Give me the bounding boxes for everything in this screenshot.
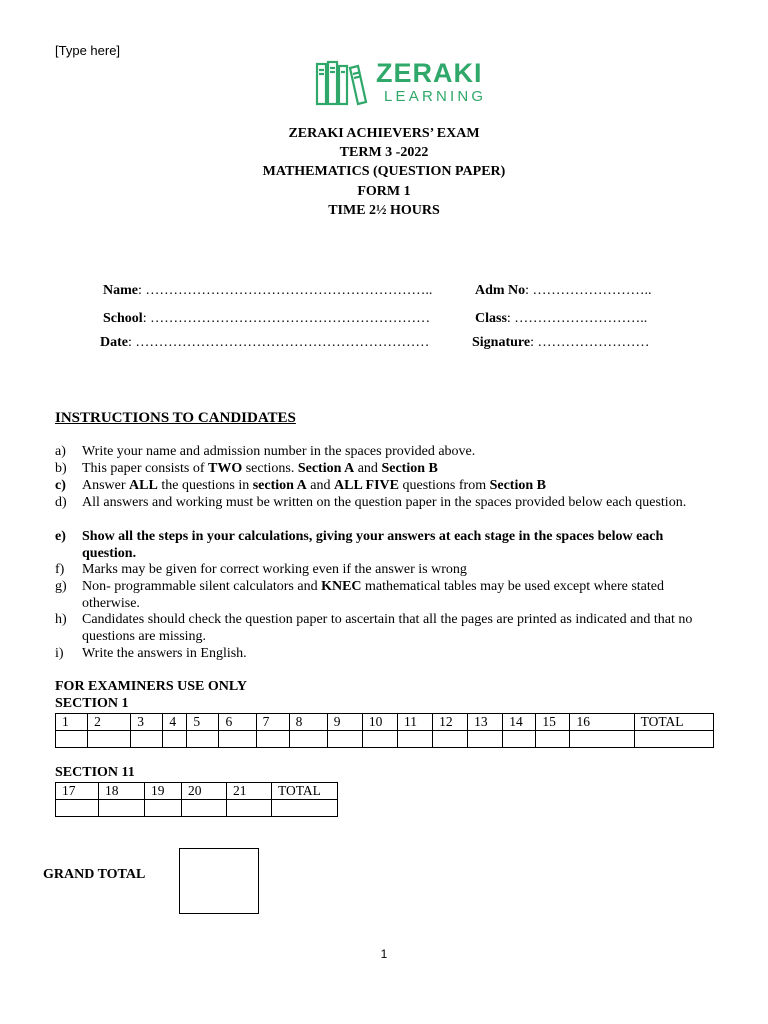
score-header-cell: TOTAL xyxy=(272,783,338,800)
score-entry-cell[interactable] xyxy=(468,731,503,748)
instruction-text: All answers and working must be written on the question paper in the spaces provided below each question. xyxy=(82,495,687,510)
class-label: Class xyxy=(475,311,507,326)
score-entry-cell[interactable] xyxy=(56,731,88,748)
header-note: [Type here] xyxy=(55,43,121,58)
score-entry-cell[interactable] xyxy=(256,731,289,748)
school-field[interactable] xyxy=(103,309,430,327)
examiners-heading: FOR EXAMINERS USE ONLY xyxy=(55,679,248,694)
score-entry-cell[interactable] xyxy=(397,731,432,748)
section1-score-table xyxy=(55,713,714,748)
grand-total-label: GRAND TOTAL xyxy=(43,867,146,882)
name-label: Name xyxy=(103,283,138,298)
section1-heading: SECTION 1 xyxy=(55,696,129,711)
adm-no-dots: : …………………….. xyxy=(525,283,652,298)
score-header-cell: 13 xyxy=(468,714,503,731)
instruction-a xyxy=(55,444,715,461)
page-number: 1 xyxy=(380,947,388,961)
instruction-i xyxy=(55,646,715,663)
instruction-h xyxy=(55,612,715,646)
instruction-text: This paper consists of TWO sections. Section A and Section B xyxy=(82,461,438,476)
score-header-cell: 11 xyxy=(397,714,432,731)
date-dots: : ……………………………………………………… xyxy=(128,335,430,350)
exam-term: TERM 3 -2022 xyxy=(339,145,429,160)
score-header-cell: 1 xyxy=(56,714,88,731)
score-entry-cell[interactable] xyxy=(131,731,163,748)
instruction-b xyxy=(55,461,715,478)
instruction-marker: d) xyxy=(55,495,67,510)
instruction-c xyxy=(55,478,715,495)
section2-header-row xyxy=(56,783,338,800)
exam-title: ZERAKI ACHIEVERS’ EXAM xyxy=(288,126,480,141)
score-entry-cell[interactable] xyxy=(570,731,634,748)
score-header-cell: 3 xyxy=(131,714,163,731)
score-entry-cell[interactable] xyxy=(187,731,219,748)
instruction-text: Non- programmable silent calculators and KNEC mathematical tables may be used except where stated otherwise. xyxy=(82,579,664,611)
score-header-cell: TOTAL xyxy=(634,714,713,731)
score-entry-cell[interactable] xyxy=(99,800,145,817)
instruction-marker: h) xyxy=(55,612,67,627)
score-header-cell: 15 xyxy=(536,714,570,731)
class-dots: : ……………………….. xyxy=(506,311,648,326)
adm-no-label: Adm No xyxy=(475,283,526,298)
score-entry-cell[interactable] xyxy=(634,731,713,748)
grand-total-box[interactable] xyxy=(179,848,259,914)
section2-score-row xyxy=(56,800,338,817)
exam-time: TIME 2½ HOURS xyxy=(328,203,440,218)
signature-dots: : …………………… xyxy=(530,335,650,350)
score-entry-cell[interactable] xyxy=(219,731,256,748)
instruction-text: Write the answers in English. xyxy=(82,646,247,661)
score-header-cell: 10 xyxy=(362,714,397,731)
score-entry-cell[interactable] xyxy=(163,731,187,748)
score-entry-cell[interactable] xyxy=(88,731,131,748)
instruction-marker: a) xyxy=(55,444,66,459)
score-entry-cell[interactable] xyxy=(227,800,272,817)
instruction-text: Write your name and admission number in the spaces provided above. xyxy=(82,444,476,459)
date-label: Date xyxy=(100,335,128,350)
score-header-cell: 5 xyxy=(187,714,219,731)
score-entry-cell[interactable] xyxy=(536,731,570,748)
date-field[interactable] xyxy=(100,333,429,351)
score-entry-cell[interactable] xyxy=(272,800,338,817)
instruction-marker: f) xyxy=(55,562,65,577)
instruction-text: Candidates should check the question paper to ascertain that all the pages are printed as indicated and that no questions are missing. xyxy=(82,612,693,644)
score-header-cell: 17 xyxy=(56,783,99,800)
adm-no-field[interactable] xyxy=(475,281,652,299)
score-header-cell: 12 xyxy=(433,714,468,731)
score-header-cell: 16 xyxy=(570,714,634,731)
score-header-cell: 8 xyxy=(289,714,327,731)
instruction-text: Show all the steps in your calculations, giving your answers at each stage in the spaces below each question. xyxy=(82,529,664,561)
score-header-cell: 19 xyxy=(145,783,182,800)
score-header-cell: 6 xyxy=(219,714,256,731)
score-header-cell: 2 xyxy=(88,714,131,731)
instruction-marker: e) xyxy=(55,529,66,544)
score-entry-cell[interactable] xyxy=(503,731,536,748)
score-entry-cell[interactable] xyxy=(433,731,468,748)
instruction-g xyxy=(55,579,715,613)
score-entry-cell[interactable] xyxy=(327,731,362,748)
score-header-cell: 7 xyxy=(256,714,289,731)
score-header-cell: 20 xyxy=(182,783,227,800)
school-label: School xyxy=(103,311,143,326)
instruction-marker: i) xyxy=(55,646,64,661)
score-header-cell: 21 xyxy=(227,783,272,800)
instruction-text: Answer ALL the questions in section A and ALL FIVE questions from Section B xyxy=(82,478,546,493)
instruction-d xyxy=(55,495,715,512)
score-header-cell: 14 xyxy=(503,714,536,731)
score-entry-cell[interactable] xyxy=(362,731,397,748)
signature-field[interactable] xyxy=(472,333,649,351)
exam-form: FORM 1 xyxy=(357,184,411,199)
signature-label: Signature xyxy=(472,335,531,350)
class-field[interactable] xyxy=(475,309,647,327)
section1-header-row xyxy=(56,714,714,731)
name-field[interactable] xyxy=(103,281,432,299)
school-dots: : …………………………………………………… xyxy=(142,311,431,326)
score-entry-cell[interactable] xyxy=(145,800,182,817)
score-entry-cell[interactable] xyxy=(182,800,227,817)
instruction-f xyxy=(55,562,715,579)
section2-heading: SECTION 11 xyxy=(55,765,135,780)
section2-score-table xyxy=(55,782,338,817)
score-header-cell: 9 xyxy=(327,714,362,731)
score-header-cell: 18 xyxy=(99,783,145,800)
score-entry-cell[interactable] xyxy=(289,731,327,748)
logo-wordmark: ZERAKI xyxy=(376,58,483,88)
exam-subject: MATHEMATICS (QUESTION PAPER) xyxy=(262,164,506,179)
instruction-marker: c) xyxy=(55,478,66,493)
instruction-marker: g) xyxy=(55,579,67,594)
instruction-marker: b) xyxy=(55,461,67,476)
section1-score-row xyxy=(56,731,714,748)
instruction-text: Marks may be given for correct working even if the answer is wrong xyxy=(82,562,467,577)
score-header-cell: 4 xyxy=(163,714,187,731)
instruction-e xyxy=(55,529,715,563)
logo-subtitle: LEARNING xyxy=(384,88,487,105)
name-dots: : …………………………………………………….. xyxy=(138,283,433,298)
score-entry-cell[interactable] xyxy=(56,800,99,817)
instructions-heading: INSTRUCTIONS TO CANDIDATES xyxy=(55,410,296,426)
books-icon xyxy=(315,60,373,106)
